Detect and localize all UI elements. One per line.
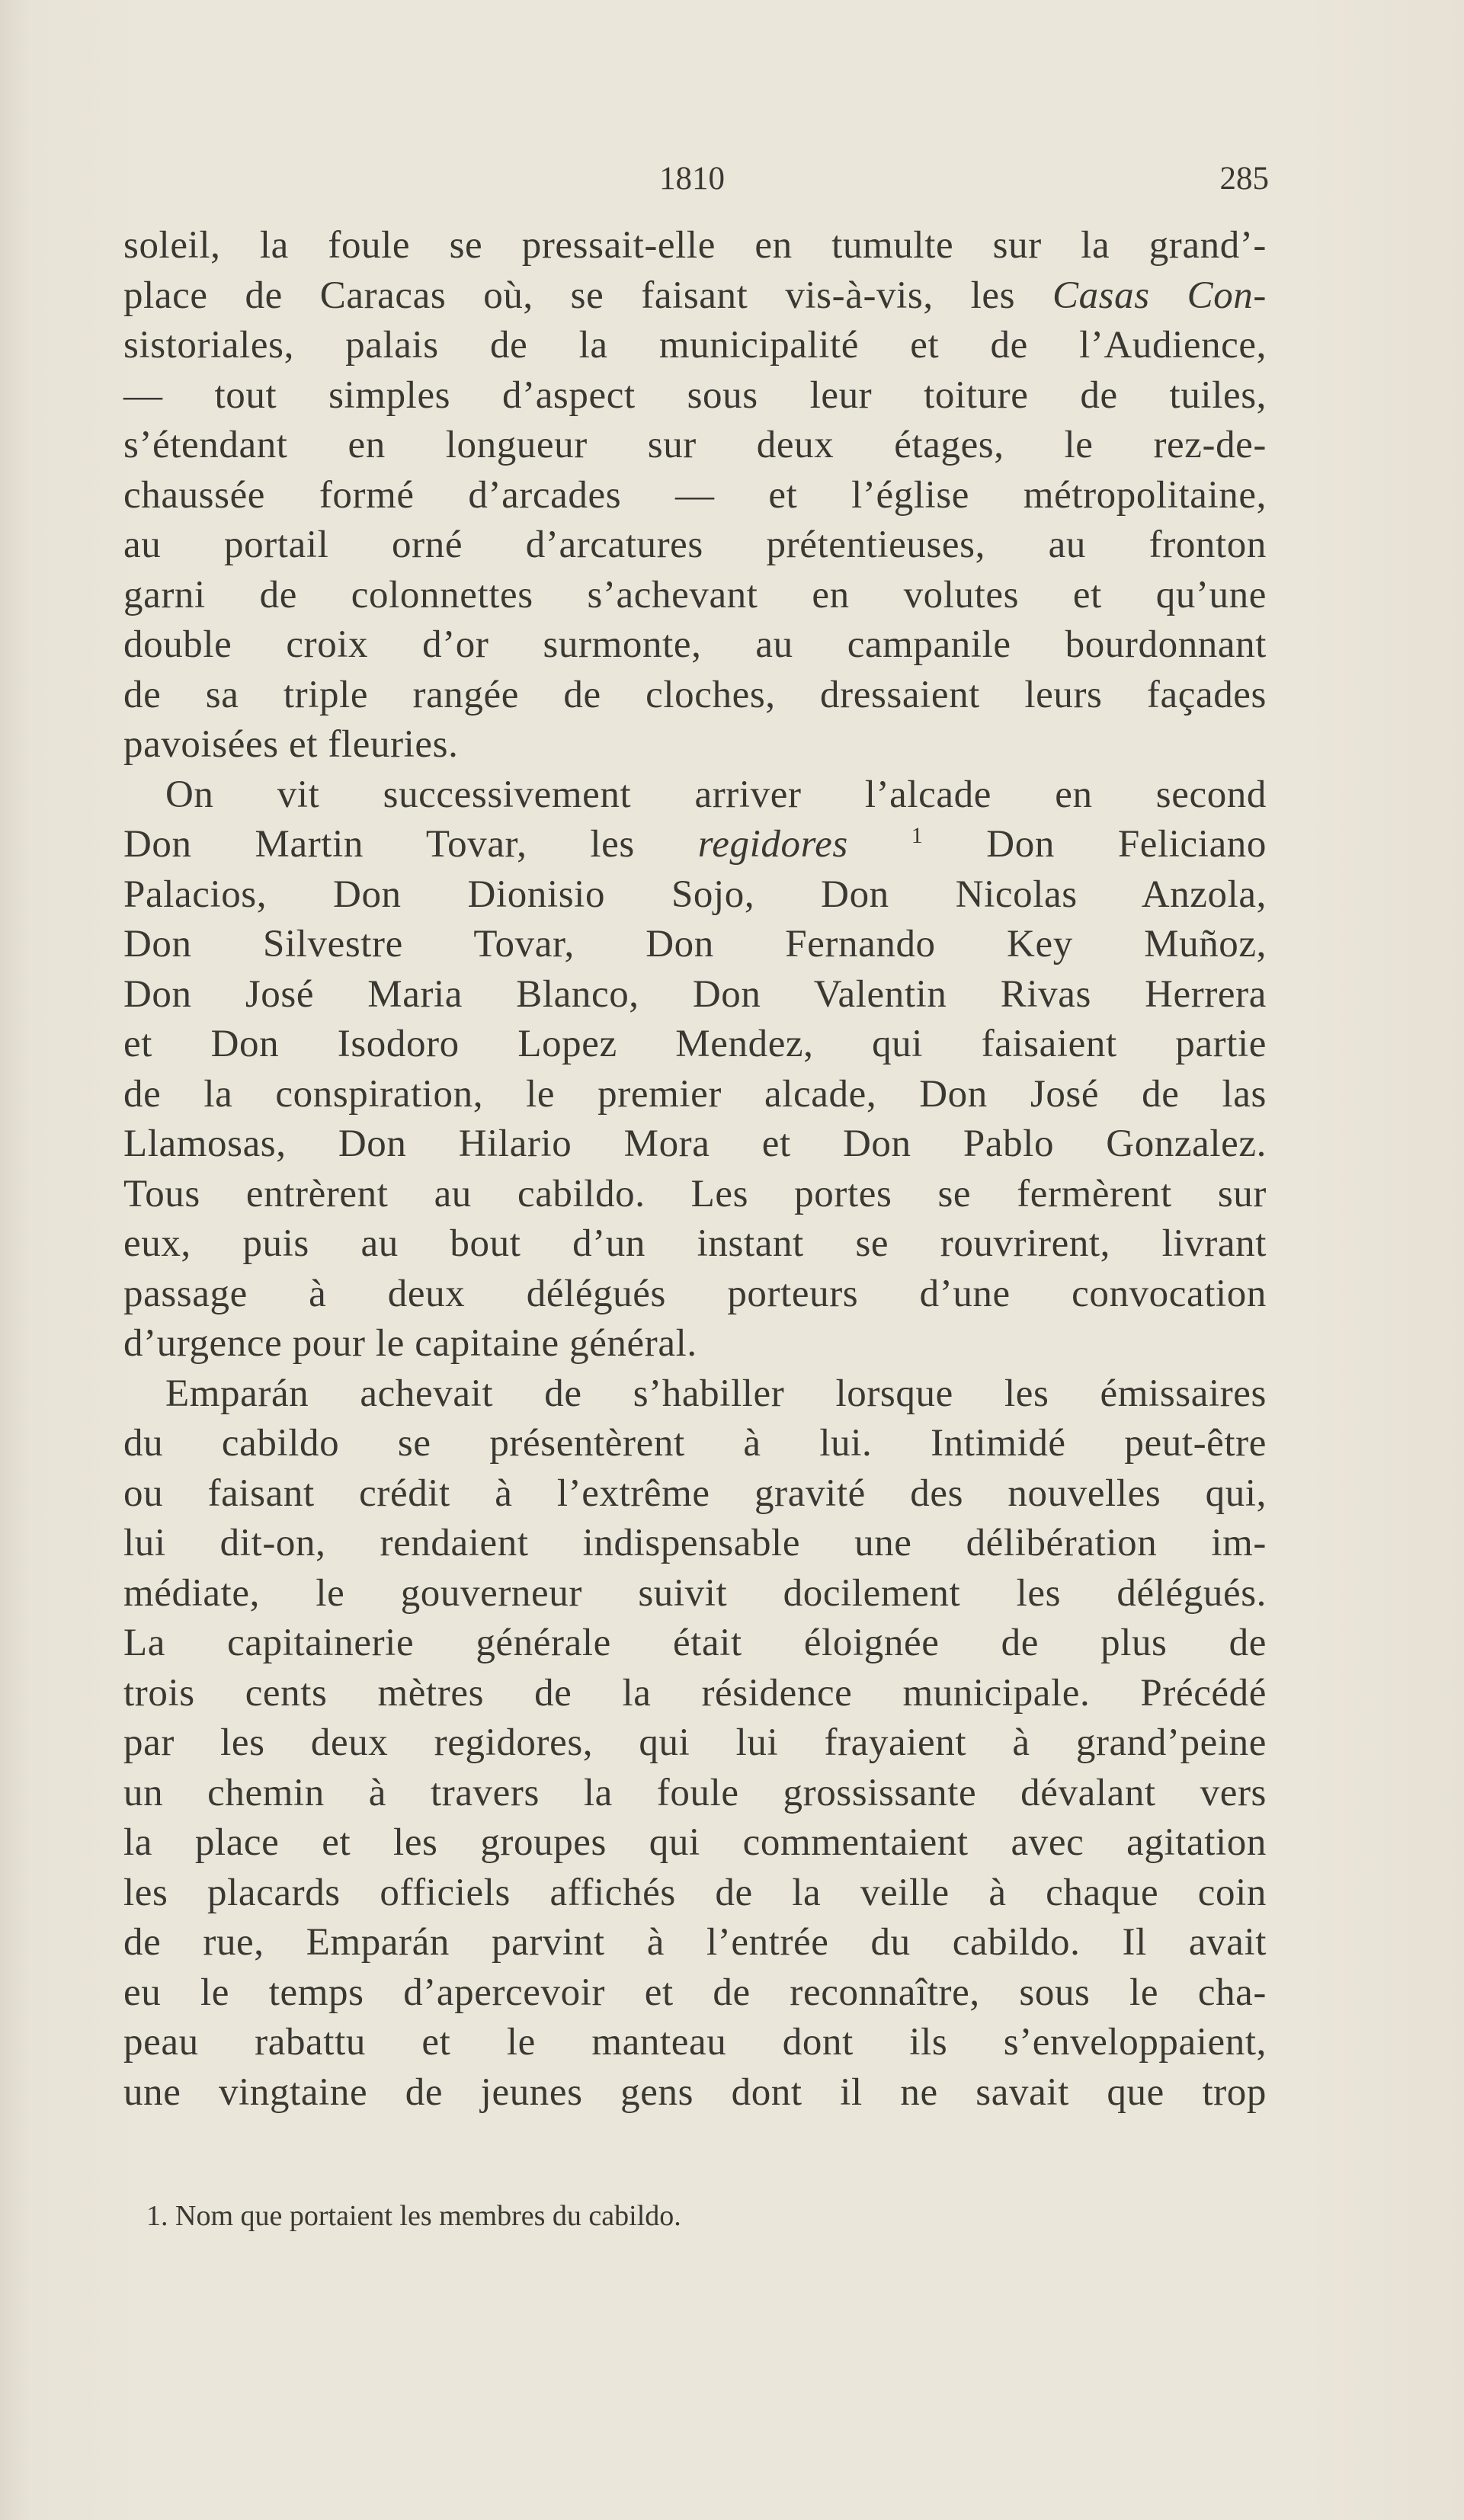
text-line: sistoriales, palais de la municipalité et de l’Audience, bbox=[123, 324, 1267, 367]
running-header bbox=[126, 160, 1269, 206]
text-line: — tout simples d’aspect sous leur toiture de tuiles, bbox=[123, 373, 1267, 417]
header-year: 1810 bbox=[659, 161, 725, 197]
text-line: La capitainerie générale était éloignée de plus de bbox=[123, 1622, 1267, 1664]
text-line: soleil, la foule se pressait-elle en tumulte sur la grand’- bbox=[123, 224, 1267, 267]
text-line: par les deux regidores, qui lui frayaient à grand’peine bbox=[123, 1721, 1267, 1764]
text-line: Emparán achevait de s’habiller lorsque les émissaires bbox=[165, 1372, 1267, 1415]
page-number: 285 bbox=[1219, 161, 1269, 197]
text-line: pavoisées et fleuries. bbox=[123, 723, 459, 766]
text-line: Llamosas, Don Hilario Mora et Don Pablo Gonzalez. bbox=[123, 1122, 1267, 1165]
text-line: passage à deux délégués porteurs d’une convocation bbox=[123, 1272, 1267, 1315]
text-line: de rue, Emparán parvint à l’entrée du cabildo. Il avait bbox=[123, 1921, 1267, 1964]
text-line: et Don Isodoro Lopez Mendez, qui faisaient partie bbox=[123, 1023, 1267, 1065]
text-line: eux, puis au bout d’un instant se rouvrirent, livrant bbox=[123, 1222, 1267, 1265]
text-line: s’étendant en longueur sur deux étages, le rez-de- bbox=[123, 424, 1267, 466]
text-line: ou faisant crédit à l’extrême gravité des nouvelles qui, bbox=[123, 1471, 1267, 1515]
italic-casas: Casas Con- bbox=[1052, 274, 1267, 317]
text-line: un chemin à travers la foule grossissante dévalant vers bbox=[123, 1771, 1267, 1814]
text-line: Don Silvestre Tovar, Don Fernando Key Muñoz, bbox=[123, 923, 1267, 965]
footnote-ref: 1 bbox=[911, 823, 924, 848]
text-line: de la conspiration, le premier alcade, Don José de las bbox=[123, 1072, 1267, 1116]
text-line: eu le temps d’apercevoir et de reconnaître, sous le cha- bbox=[123, 1971, 1267, 2014]
body-text bbox=[123, 221, 1267, 2118]
text-line: médiate, le gouverneur suivit docilement les délégués. bbox=[123, 1571, 1267, 1615]
text-line: Don José Maria Blanco, Don Valentin Rivas Herrera bbox=[123, 972, 1267, 1016]
text-line: au portail orné d’arcatures prétentieuses, au fronton bbox=[123, 524, 1267, 566]
text-line: une vingtaine de jeunes gens dont il ne savait que trop bbox=[123, 2070, 1267, 2114]
text-line: double croix d’or surmonte, au campanile bourdonnant bbox=[123, 623, 1267, 666]
text-line: les placards officiels affichés de la veille à chaque coin bbox=[123, 1871, 1267, 1914]
text-line: la place et les groupes qui commentaient avec agitation bbox=[123, 1821, 1267, 1864]
text-line: chaussée formé d’arcades — et l’église métropolitaine, bbox=[123, 473, 1267, 517]
text-line: trois cents mètres de la résidence municipale. Précédé bbox=[123, 1671, 1267, 1715]
text-line: place de Caracas où, se faisant vis-à-vis, les Casas Con- bbox=[123, 274, 1267, 317]
text-line: garni de colonnettes s’achevant en volutes et qu’une bbox=[123, 573, 1267, 616]
text-line: On vit successivement arriver l’alcade en second bbox=[165, 773, 1267, 816]
text-line: Palacios, Don Dionisio Sojo, Don Nicolas Anzola, bbox=[123, 873, 1267, 916]
text-line: peau rabattu et le manteau dont ils s’enveloppaient, bbox=[123, 2021, 1267, 2064]
text-line: lui dit-on, rendaient indispensable une délibération im- bbox=[123, 1522, 1267, 1564]
italic-regidores: regidores bbox=[697, 823, 848, 866]
footnote: 1. Nom que portaient les membres du cabildo. bbox=[146, 2200, 681, 2232]
text-line: de sa triple rangée de cloches, dressaient leurs façades bbox=[123, 673, 1267, 716]
text-line: Don Martin Tovar, les regidores $^1$ Don Feliciano bbox=[123, 823, 1267, 866]
text-line: d’urgence pour le capitaine général. bbox=[123, 1322, 697, 1365]
text-line: Tous entrèrent au cabildo. Les portes se fermèrent sur bbox=[123, 1172, 1267, 1215]
text-line: du cabildo se présentèrent à lui. Intimidé peut-être bbox=[123, 1422, 1267, 1465]
